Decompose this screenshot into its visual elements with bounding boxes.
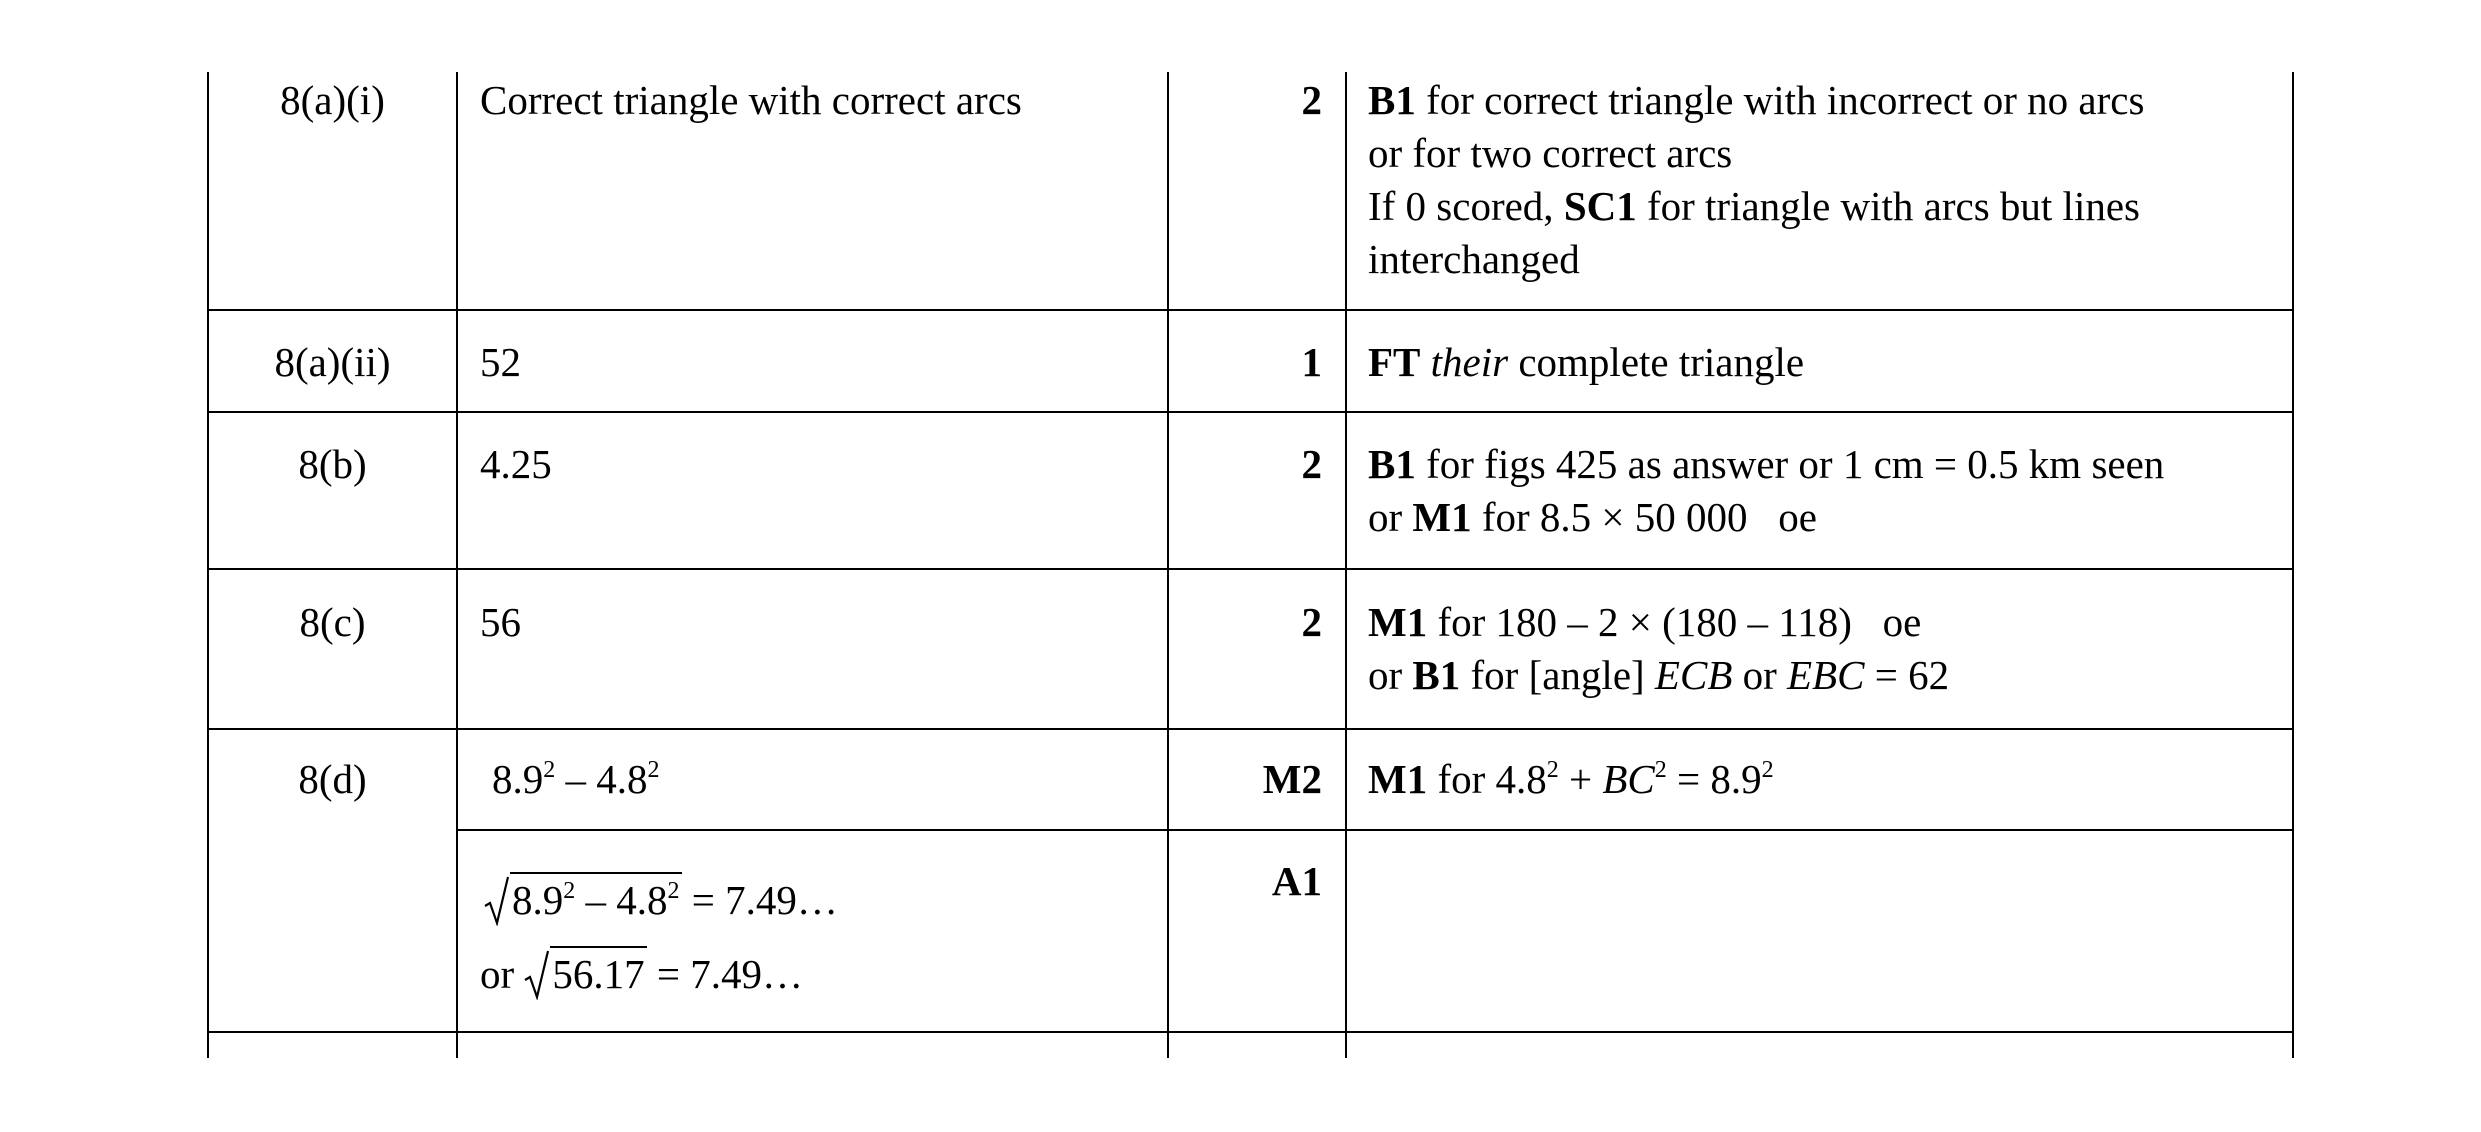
square-root	[484, 872, 682, 927]
row-line	[207, 568, 2294, 570]
exponent: 2	[1546, 757, 1559, 783]
guidance-notes	[1368, 336, 1804, 389]
answer-text: = 7.49…	[681, 877, 838, 923]
mark-code: FT	[1368, 339, 1421, 385]
answer-text: = 7.49…	[646, 951, 804, 997]
question-number: 8(b)	[298, 441, 367, 487]
question-number: 8(a)(ii)	[274, 339, 391, 385]
marks-value: 2	[1301, 441, 1322, 487]
answer-text: 52	[480, 339, 521, 385]
column-line-marks	[1345, 72, 1347, 1058]
radicand: 8.9	[512, 877, 564, 923]
answer-working	[480, 946, 803, 1001]
column-line-left	[207, 72, 209, 1058]
note-text: = 8.9	[1666, 756, 1762, 802]
column-line-question	[456, 72, 458, 1058]
guidance-notes	[1368, 753, 1774, 806]
mark-code: SC1	[1563, 183, 1637, 229]
note-text: EBC	[1787, 652, 1865, 698]
mark-code: M1	[1368, 756, 1428, 802]
marks-value: 1	[1301, 339, 1322, 385]
mark-code: M1	[1368, 599, 1428, 645]
answer-expression	[492, 753, 660, 806]
note-text: complete triangle	[1508, 339, 1805, 385]
answer-text: Correct triangle with correct arcs	[480, 77, 1022, 123]
question-number: 8(c)	[299, 599, 366, 645]
note-text: for correct triangle with incorrect or no arcs	[1415, 77, 2145, 123]
row-line	[207, 411, 2294, 413]
marks-value: A1	[1271, 858, 1322, 904]
guidance-notes	[1368, 74, 2144, 286]
column-line-answer	[1167, 72, 1169, 1058]
mark-code: B1	[1368, 441, 1416, 487]
row-line	[207, 728, 2294, 730]
row-line	[207, 1031, 2294, 1033]
radicand: – 4.8	[575, 877, 668, 923]
guidance-notes	[1368, 596, 1949, 702]
answer-text: – 4.8	[555, 756, 648, 802]
note-text: = 62	[1864, 652, 1950, 698]
marks-value: M2	[1262, 756, 1322, 802]
row-line	[207, 309, 2294, 311]
note-text: for 180 – 2 × (180 – 118) oe	[1427, 599, 1922, 645]
answer-text: 56	[480, 599, 521, 645]
column-line-right	[2292, 72, 2294, 1058]
exponent: 2	[667, 878, 680, 904]
square-root	[524, 946, 646, 1001]
answer-text: 8.9	[492, 756, 544, 802]
note-text: for 8.5 × 50 000 oe	[1471, 494, 1817, 540]
note-text: or	[1732, 652, 1788, 698]
exponent: 2	[543, 757, 556, 783]
radical-sign-icon	[484, 876, 510, 926]
note-text: If 0 scored,	[1368, 183, 1564, 229]
note-text: or	[1368, 652, 1413, 698]
note-text: +	[1558, 756, 1603, 802]
note-text: their	[1430, 339, 1509, 385]
mark-code: B1	[1412, 652, 1461, 698]
row-line	[456, 829, 2294, 831]
note-text: or	[1368, 494, 1413, 540]
marks-value: 2	[1301, 77, 1322, 123]
marks-value: 2	[1301, 599, 1322, 645]
note-text: for [angle]	[1460, 652, 1655, 698]
answer-text: or	[480, 951, 525, 997]
answer-text: 4.25	[480, 441, 552, 487]
note-text: interchanged	[1368, 236, 1580, 282]
mark-code: B1	[1368, 77, 1416, 123]
note-text: BC	[1602, 756, 1655, 802]
answer-working	[484, 872, 838, 927]
mark-code: M1	[1412, 494, 1472, 540]
exponent: 2	[647, 757, 660, 783]
note-text: for 4.8	[1427, 756, 1547, 802]
exponent: 2	[1761, 757, 1774, 783]
question-number: 8(a)(i)	[280, 77, 385, 123]
note-text: for figs 425 as answer or 1 cm = 0.5 km seen	[1415, 441, 2165, 487]
radicand: 56.17	[550, 946, 646, 998]
note-text: or for two correct arcs	[1368, 130, 1733, 176]
exponent: 2	[1654, 757, 1667, 783]
radical-sign-icon	[524, 950, 550, 1000]
exponent: 2	[563, 878, 576, 904]
question-number: 8(d)	[298, 756, 367, 802]
guidance-notes	[1368, 438, 2164, 544]
note-text: for triangle with arcs but lines	[1636, 183, 2140, 229]
note-text: ECB	[1654, 652, 1733, 698]
